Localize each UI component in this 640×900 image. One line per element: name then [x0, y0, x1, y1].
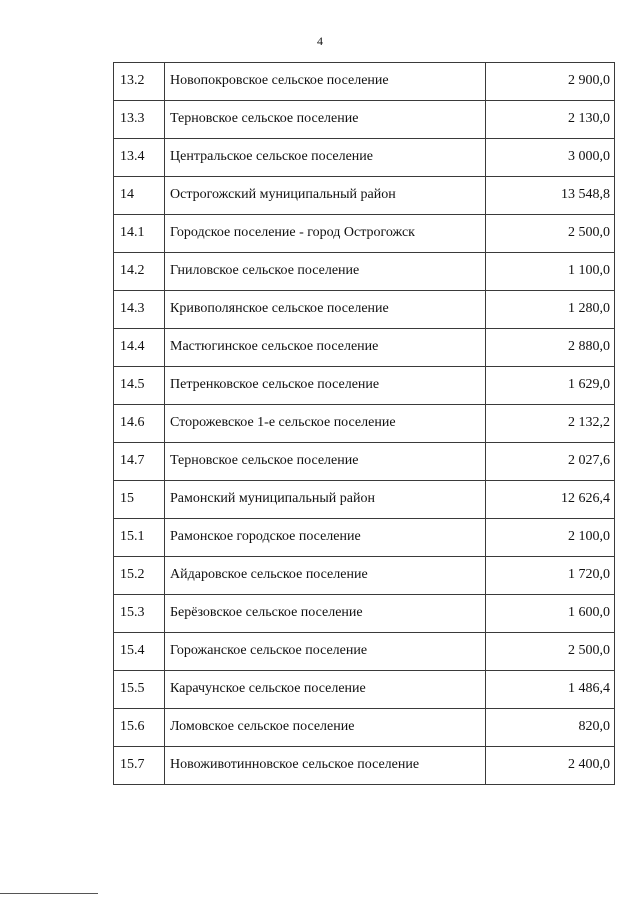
row-number: 13.4 — [114, 139, 165, 177]
row-amount: 13 548,8 — [486, 177, 615, 215]
table-row — [114, 443, 615, 481]
table-row — [114, 405, 615, 443]
table-row — [114, 139, 615, 177]
row-amount: 1 100,0 — [486, 253, 615, 291]
row-name: Сторожевское 1-е сельское поселение — [165, 405, 486, 443]
row-number: 13.3 — [114, 101, 165, 139]
row-name: Новоживотинновское сельское поселение — [165, 747, 486, 785]
row-number: 14.1 — [114, 215, 165, 253]
page-number: 4 — [317, 34, 323, 48]
row-amount: 1 629,0 — [486, 367, 615, 405]
table-row — [114, 557, 615, 595]
row-amount: 1 720,0 — [486, 557, 615, 595]
row-name: Новопокровское сельское поселение — [165, 63, 486, 101]
row-name: Карачунское сельское поселение — [165, 671, 486, 709]
row-name: Гниловское сельское поселение — [165, 253, 486, 291]
row-amount: 2 027,6 — [486, 443, 615, 481]
row-name: Горожанское сельское поселение — [165, 633, 486, 671]
row-name: Петренковское сельское поселение — [165, 367, 486, 405]
row-name: Городское поселение - город Острогожск — [165, 215, 486, 253]
row-name: Острогожский муниципальный район — [165, 177, 486, 215]
row-name: Терновское сельское поселение — [165, 101, 486, 139]
row-name: Берёзовское сельское поселение — [165, 595, 486, 633]
row-name: Рамонский муниципальный район — [165, 481, 486, 519]
row-name: Ломовское сельское поселение — [165, 709, 486, 747]
row-name: Рамонское городское поселение — [165, 519, 486, 557]
row-number: 14 — [114, 177, 165, 215]
table-row — [114, 367, 615, 405]
row-amount: 1 280,0 — [486, 291, 615, 329]
row-number: 15 — [114, 481, 165, 519]
table-row — [114, 481, 615, 519]
row-name: Центральское сельское поселение — [165, 139, 486, 177]
table-row — [114, 747, 615, 785]
row-amount: 2 880,0 — [486, 329, 615, 367]
row-amount: 1 486,4 — [486, 671, 615, 709]
row-number: 14.3 — [114, 291, 165, 329]
table-row — [114, 329, 615, 367]
table-row — [114, 253, 615, 291]
table-row — [114, 215, 615, 253]
footnote-separator — [0, 893, 98, 894]
row-number: 15.7 — [114, 747, 165, 785]
table-row — [114, 633, 615, 671]
table-row — [114, 101, 615, 139]
row-number: 14.2 — [114, 253, 165, 291]
row-amount: 820,0 — [486, 709, 615, 747]
row-number: 14.5 — [114, 367, 165, 405]
allocation-table — [113, 62, 615, 785]
row-number: 14.7 — [114, 443, 165, 481]
table-row — [114, 709, 615, 747]
row-number: 15.1 — [114, 519, 165, 557]
row-amount: 2 100,0 — [486, 519, 615, 557]
row-number: 15.4 — [114, 633, 165, 671]
row-amount: 2 400,0 — [486, 747, 615, 785]
table-row — [114, 671, 615, 709]
row-number: 15.6 — [114, 709, 165, 747]
table-body — [114, 63, 615, 785]
row-number: 13.2 — [114, 63, 165, 101]
table-row — [114, 291, 615, 329]
row-amount: 3 000,0 — [486, 139, 615, 177]
row-number: 14.6 — [114, 405, 165, 443]
row-amount: 2 132,2 — [486, 405, 615, 443]
row-number: 15.2 — [114, 557, 165, 595]
row-name: Терновское сельское поселение — [165, 443, 486, 481]
row-amount: 2 500,0 — [486, 633, 615, 671]
row-amount: 2 500,0 — [486, 215, 615, 253]
row-amount: 2 900,0 — [486, 63, 615, 101]
row-name: Мастюгинское сельское поселение — [165, 329, 486, 367]
row-name: Кривополянское сельское поселение — [165, 291, 486, 329]
row-amount: 1 600,0 — [486, 595, 615, 633]
row-amount: 2 130,0 — [486, 101, 615, 139]
table-row — [114, 595, 615, 633]
row-name: Айдаровское сельское поселение — [165, 557, 486, 595]
row-number: 15.5 — [114, 671, 165, 709]
table-row — [114, 519, 615, 557]
table-row — [114, 177, 615, 215]
row-number: 15.3 — [114, 595, 165, 633]
row-number: 14.4 — [114, 329, 165, 367]
table-row — [114, 63, 615, 101]
row-amount: 12 626,4 — [486, 481, 615, 519]
